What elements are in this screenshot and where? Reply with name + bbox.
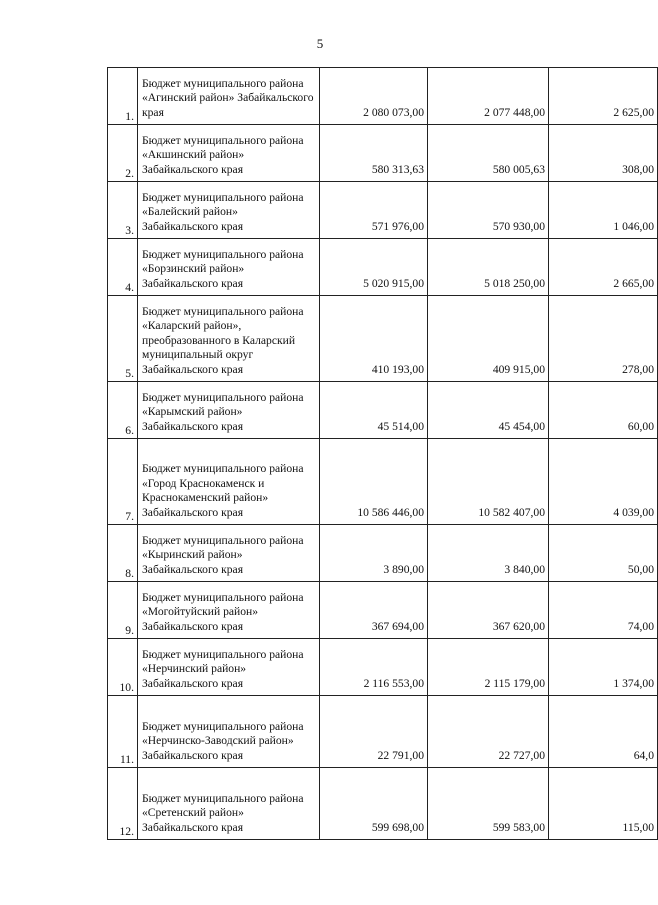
value-col-3: 60,00 — [549, 382, 658, 439]
row-number: 8. — [108, 525, 138, 582]
value-col-1: 45 514,00 — [320, 382, 428, 439]
value-col-3: 64,0 — [549, 696, 658, 768]
table-row — [108, 525, 658, 582]
budget-name: Бюджет муниципального района «Агинский район» Забайкальского края — [138, 68, 320, 125]
value-col-2: 570 930,00 — [428, 182, 549, 239]
row-number: 7. — [108, 439, 138, 525]
budget-name: Бюджет муниципального района «Сретенский район» Забайкальского края — [138, 768, 320, 840]
value-col-1: 410 193,00 — [320, 296, 428, 382]
value-col-2: 3 840,00 — [428, 525, 549, 582]
value-col-1: 3 890,00 — [320, 525, 428, 582]
value-col-3: 115,00 — [549, 768, 658, 840]
value-col-2: 2 077 448,00 — [428, 68, 549, 125]
table-row — [108, 639, 658, 696]
table-row — [108, 382, 658, 439]
value-col-2: 599 583,00 — [428, 768, 549, 840]
value-col-1: 2 116 553,00 — [320, 639, 428, 696]
value-col-2: 2 115 179,00 — [428, 639, 549, 696]
table-row — [108, 182, 658, 239]
row-number: 1. — [108, 68, 138, 125]
row-number: 10. — [108, 639, 138, 696]
budget-name: Бюджет муниципального района «Акшинский район» Забайкальского края — [138, 125, 320, 182]
value-col-3: 1 046,00 — [549, 182, 658, 239]
value-col-3: 2 665,00 — [549, 239, 658, 296]
budget-name: Бюджет муниципального района «Каларский район», преобразованного в Каларский муниципальный округ Забайкальского края — [138, 296, 320, 382]
budget-name: Бюджет муниципального района «Карымский район» Забайкальского края — [138, 382, 320, 439]
value-col-1: 22 791,00 — [320, 696, 428, 768]
row-number: 11. — [108, 696, 138, 768]
table-row — [108, 239, 658, 296]
value-col-3: 50,00 — [549, 525, 658, 582]
table-row — [108, 68, 658, 125]
table-row — [108, 296, 658, 382]
value-col-2: 409 915,00 — [428, 296, 549, 382]
value-col-3: 1 374,00 — [549, 639, 658, 696]
table-row — [108, 768, 658, 840]
value-col-3: 4 039,00 — [549, 439, 658, 525]
value-col-2: 580 005,63 — [428, 125, 549, 182]
value-col-2: 5 018 250,00 — [428, 239, 549, 296]
row-number: 5. — [108, 296, 138, 382]
table-row — [108, 125, 658, 182]
table-row — [108, 696, 658, 768]
page-number: 5 — [316, 36, 324, 51]
value-col-1: 367 694,00 — [320, 582, 428, 639]
value-col-1: 571 976,00 — [320, 182, 428, 239]
value-col-1: 5 020 915,00 — [320, 239, 428, 296]
row-number: 6. — [108, 382, 138, 439]
row-number: 3. — [108, 182, 138, 239]
table-row — [108, 582, 658, 639]
value-col-1: 580 313,63 — [320, 125, 428, 182]
value-col-2: 45 454,00 — [428, 382, 549, 439]
value-col-1: 2 080 073,00 — [320, 68, 428, 125]
budget-table — [107, 67, 658, 840]
budget-table-body — [108, 68, 658, 840]
value-col-1: 10 586 446,00 — [320, 439, 428, 525]
row-number: 9. — [108, 582, 138, 639]
table-row — [108, 439, 658, 525]
value-col-2: 367 620,00 — [428, 582, 549, 639]
row-number: 12. — [108, 768, 138, 840]
budget-name: Бюджет муниципального района «Кыринский район» Забайкальского края — [138, 525, 320, 582]
value-col-2: 22 727,00 — [428, 696, 549, 768]
value-col-3: 2 625,00 — [549, 68, 658, 125]
value-col-2: 10 582 407,00 — [428, 439, 549, 525]
row-number: 4. — [108, 239, 138, 296]
budget-name: Бюджет муниципального района «Нерчинский район» Забайкальского края — [138, 639, 320, 696]
value-col-1: 599 698,00 — [320, 768, 428, 840]
budget-name: Бюджет муниципального района «Борзинский район» Забайкальского края — [138, 239, 320, 296]
budget-name: Бюджет муниципального района «Нерчинско-Заводский район» Забайкальского края — [138, 696, 320, 768]
budget-name: Бюджет муниципального района «Город Краснокаменск и Краснокаменский район» Забайкальского края — [138, 439, 320, 525]
value-col-3: 74,00 — [549, 582, 658, 639]
value-col-3: 278,00 — [549, 296, 658, 382]
budget-name: Бюджет муниципального района «Могойтуйский район» Забайкальского края — [138, 582, 320, 639]
budget-name: Бюджет муниципального района «Балейский район» Забайкальского края — [138, 182, 320, 239]
value-col-3: 308,00 — [549, 125, 658, 182]
row-number: 2. — [108, 125, 138, 182]
